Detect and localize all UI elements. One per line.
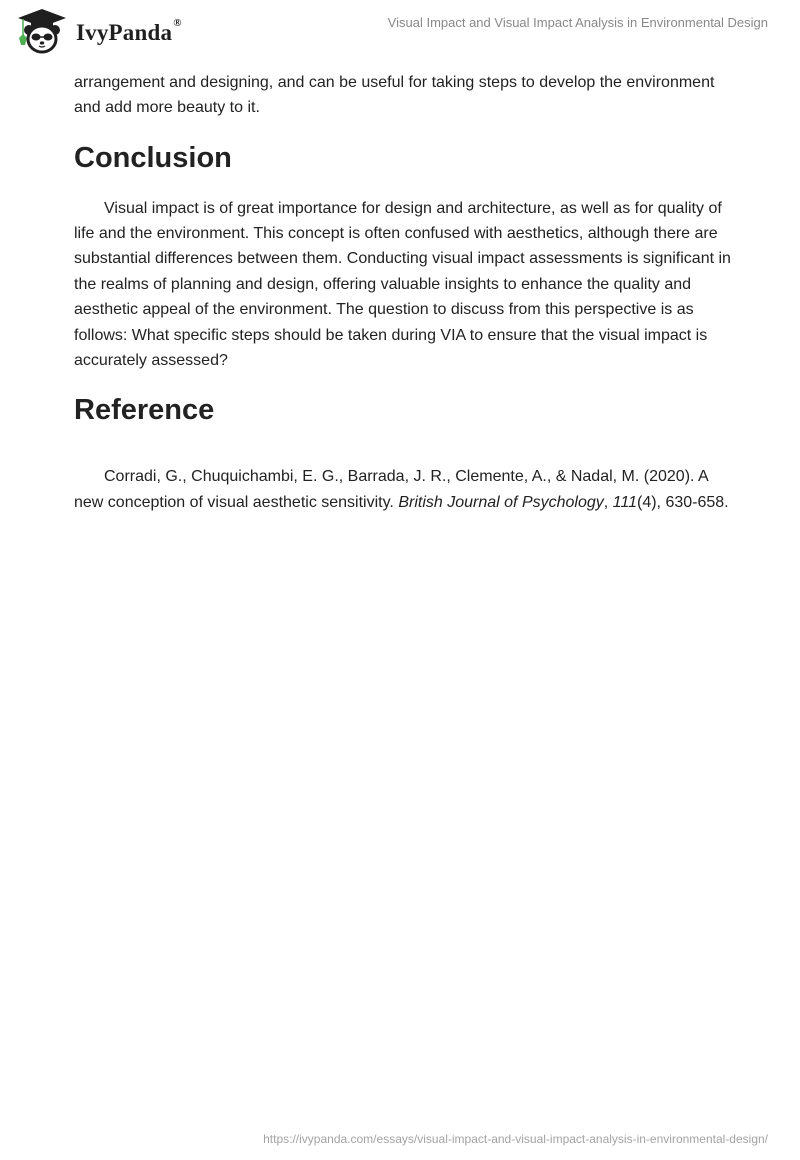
continuation-paragraph: arrangement and designing, and can be useful for taking steps to develop the environment and add more beauty to it. [74, 74, 715, 117]
conclusion-paragraph: Visual impact is of great importance for design and architecture, as well as for quality of life and the environment. This concept is often confused with aesthetics, although there are substantial differences between them. Conducting visual impact assessments is significant in the realms of planning and design, offering valuable insights to enhance the quality and aesthetic appeal of the environment. The question to discuss from this perspective is as follows: What specific steps should be taken during VIA to ensure that the visual impact is accurately assessed? [74, 199, 731, 370]
brand-name: IvyPanda® [76, 17, 182, 45]
reference-authors-year: Corradi, G., Chuquichambi, E. G., Barrada, J. R., Clemente, A., & Nadal, M. (2020). [104, 468, 695, 486]
page-header [0, 0, 800, 60]
section-heading-reference: Reference [74, 394, 215, 427]
panda-graduate-icon [14, 8, 70, 54]
reference-title: A new conception of visual aesthetic sensitivity. [74, 468, 708, 511]
reference-pages: 630-658. [665, 493, 729, 511]
source-url[interactable]: https://ivypanda.com/essays/visual-impact-and-visual-impact-analysis-in-environmental-design/ [263, 1132, 768, 1146]
reference-entry: Corradi, G., Chuquichambi, E. G., Barrada, J. R., Clemente, A., & Nadal, M. (2020). A new conception of visual aesthetic sensitivity. British Journal of Psychology, 111(4), 630-658. [74, 468, 729, 511]
essay-content [74, 70, 734, 515]
registered-mark: ® [173, 17, 182, 29]
ivypanda-logo[interactable] [14, 8, 182, 54]
reference-volume: 111 [612, 493, 637, 511]
reference-issue: (4), [636, 493, 661, 511]
section-heading-conclusion: Conclusion [74, 141, 232, 174]
reference-journal: British Journal of Psychology [398, 493, 604, 511]
running-title: Visual Impact and Visual Impact Analysis in Environmental Design [387, 15, 768, 30]
